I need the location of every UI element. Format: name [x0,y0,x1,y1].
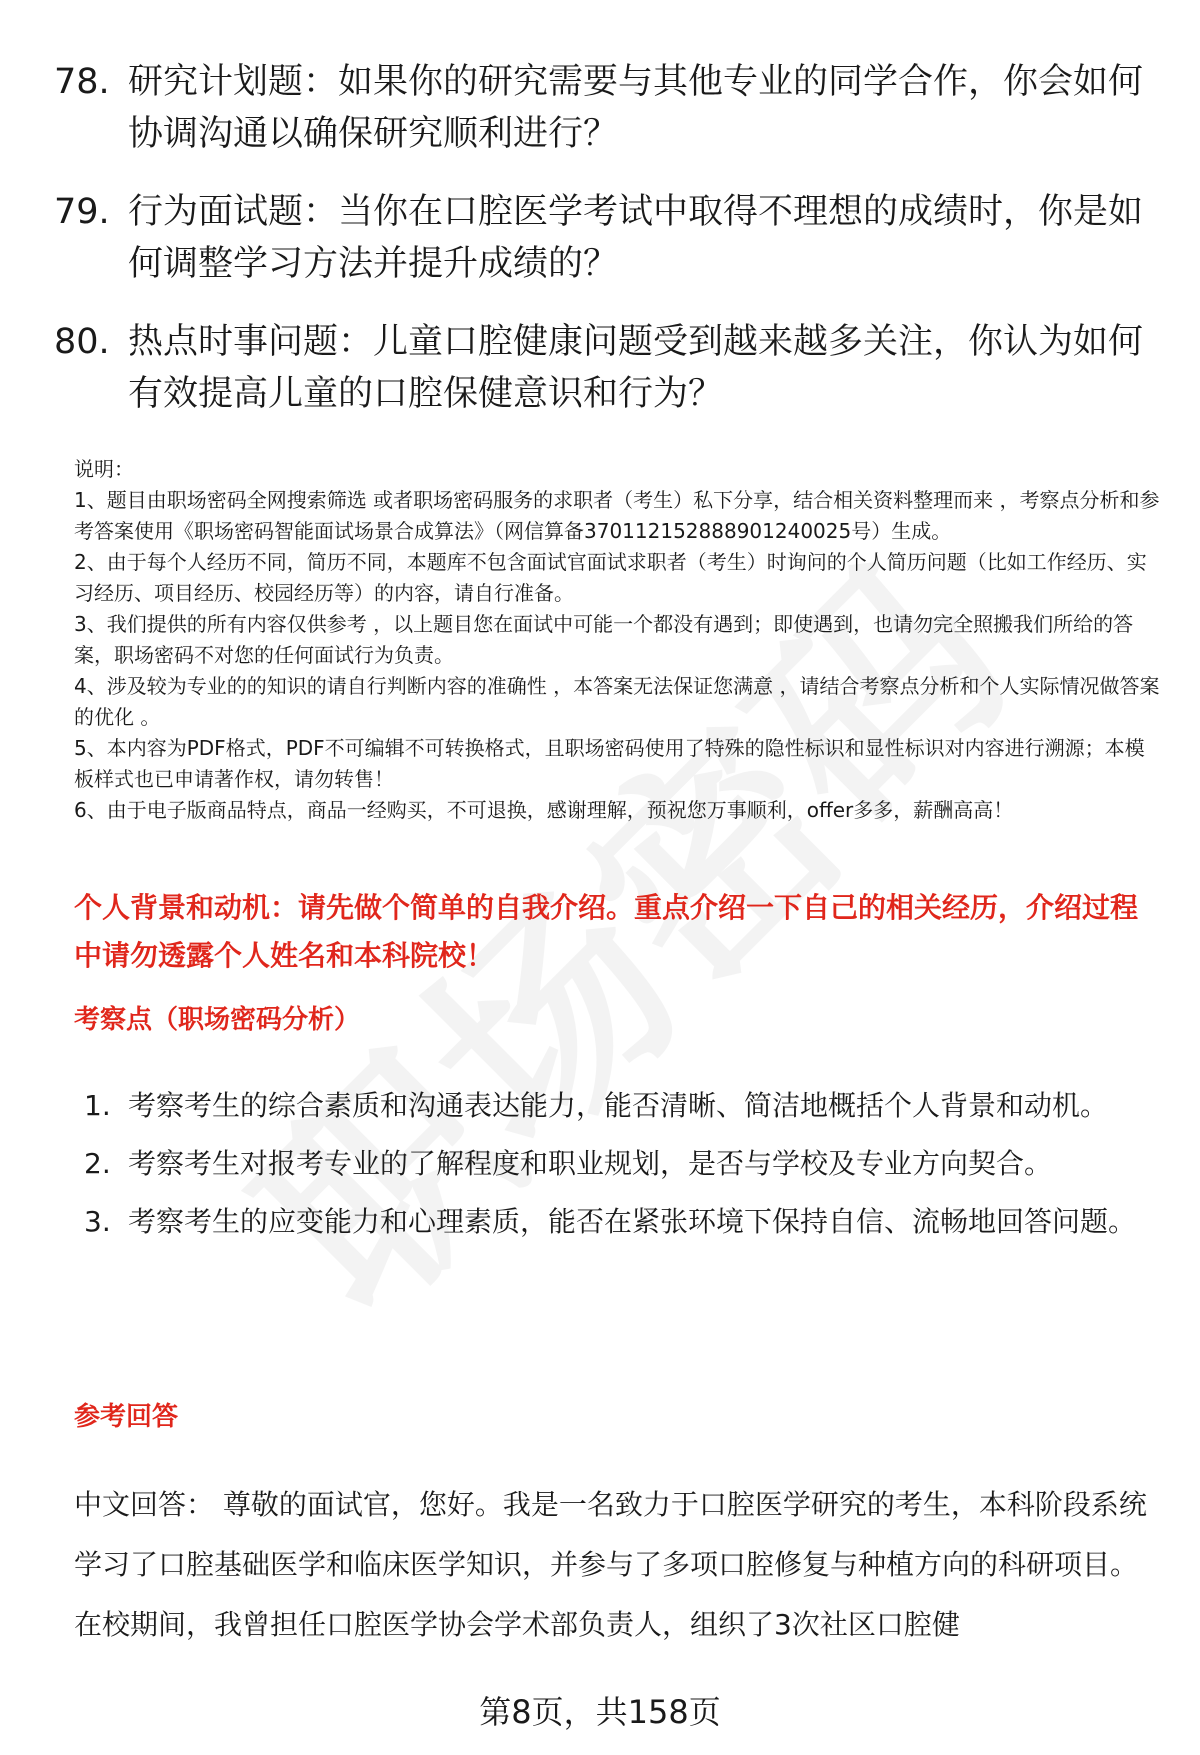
question-number: 80. [54,322,110,362]
question-number: 79. [54,192,110,232]
point-number: 3. [84,1205,111,1238]
note-item: 4、涉及较为专业的的知识的请自行判断内容的准确性 ，本答案无法保证您满意 ，请结合考察点分析和个人实际情况做答案的优化 。 [74,674,1160,729]
question-text: 热点时事问题：儿童口腔健康问题受到越来越多关注，你认为如何有效提高儿童的口腔保健意识和行为？ [128,322,1144,414]
note-item: 3、我们提供的所有内容仅供参考 ，以上题目您在面试中可能一个都没有遇到；即使遇到，也请勿完全照搬我们所给的答案，职场密码不对您的任何面试行为负责。 [74,612,1134,667]
page-footer: 第8页，共158页 [479,1693,721,1731]
notes-title: 说明： [74,457,134,481]
question-number: 78. [54,62,110,102]
question-item [54,316,1154,420]
point-number: 2. [84,1147,111,1180]
reference-answer-text: 中文回答： 尊敬的面试官，您好。我是一名致力于口腔医学研究的考生，本科阶段系统学习了口腔基础医学和临床医学知识，并参与了多项口腔修复与种植方向的科研项目。在校期间，我曾担任口腔医学协会学术部负责人，组织了3次社区口腔健 [74,1488,1147,1641]
question-text: 行为面试题：当你在口腔医学考试中取得不理想的成绩时，你是如何调整学习方法并提升成绩的？ [128,192,1144,284]
assessment-points-heading: 考察点（职场密码分析） [74,1005,361,1035]
assessment-point [84,1135,1154,1193]
assessment-point [84,1077,1154,1135]
note-item: 2、由于每个人经历不同，简历不同，本题库不包含面试官面试求职者（考生）时询问的个人简历问题（比如工作经历、实习经历、项目经历、校园经历等）的内容，请自行准备。 [74,550,1147,605]
question-item [54,186,1154,290]
question-text: 研究计划题：如果你的研究需要与其他专业的同学合作，你会如何协调沟通以确保研究顺利进行？ [128,62,1144,154]
intro-question-heading: 个人背景和动机：请先做个简单的自我介绍。重点介绍一下自己的相关经历，介绍过程中请勿透露个人姓名和本科院校！ [74,891,1139,972]
point-text: 考察考生的综合素质和沟通表达能力，能否清晰、简洁地概括个人背景和动机。 [128,1089,1109,1122]
assessment-point [84,1193,1154,1251]
point-text: 考察考生的应变能力和心理素质，能否在紧张环境下保持自信、流畅地回答问题。 [128,1205,1137,1238]
point-number: 1. [84,1089,111,1122]
note-item: 6、由于电子版商品特点，商品一经购买，不可退换，感谢理解，预祝您万事顺利，offer多多，薪酬高高！ [74,798,1014,822]
assessment-points-list [84,1077,1154,1251]
reference-answer-heading: 参考回答 [74,1402,179,1432]
note-item: 5、本内容为PDF格式，PDF不可编辑不可转换格式，且职场密码使用了特殊的隐性标识和显性标识对内容进行溯源；本模板样式也已申请著作权，请勿转售！ [74,736,1145,791]
question-item [54,56,1154,160]
note-item: 1、题目由职场密码全网搜索筛选 或者职场密码服务的求职者（考生）私下分享，结合相关资料整理而来 ，考察点分析和参考答案使用《职场密码智能面试场景合成算法》（网信算备370112152888901240025号）生成。 [74,488,1160,543]
point-text: 考察考生对报考专业的了解程度和职业规划，是否与学校及专业方向契合。 [128,1147,1053,1180]
question-list [54,56,1154,446]
notes-section [74,454,1160,826]
